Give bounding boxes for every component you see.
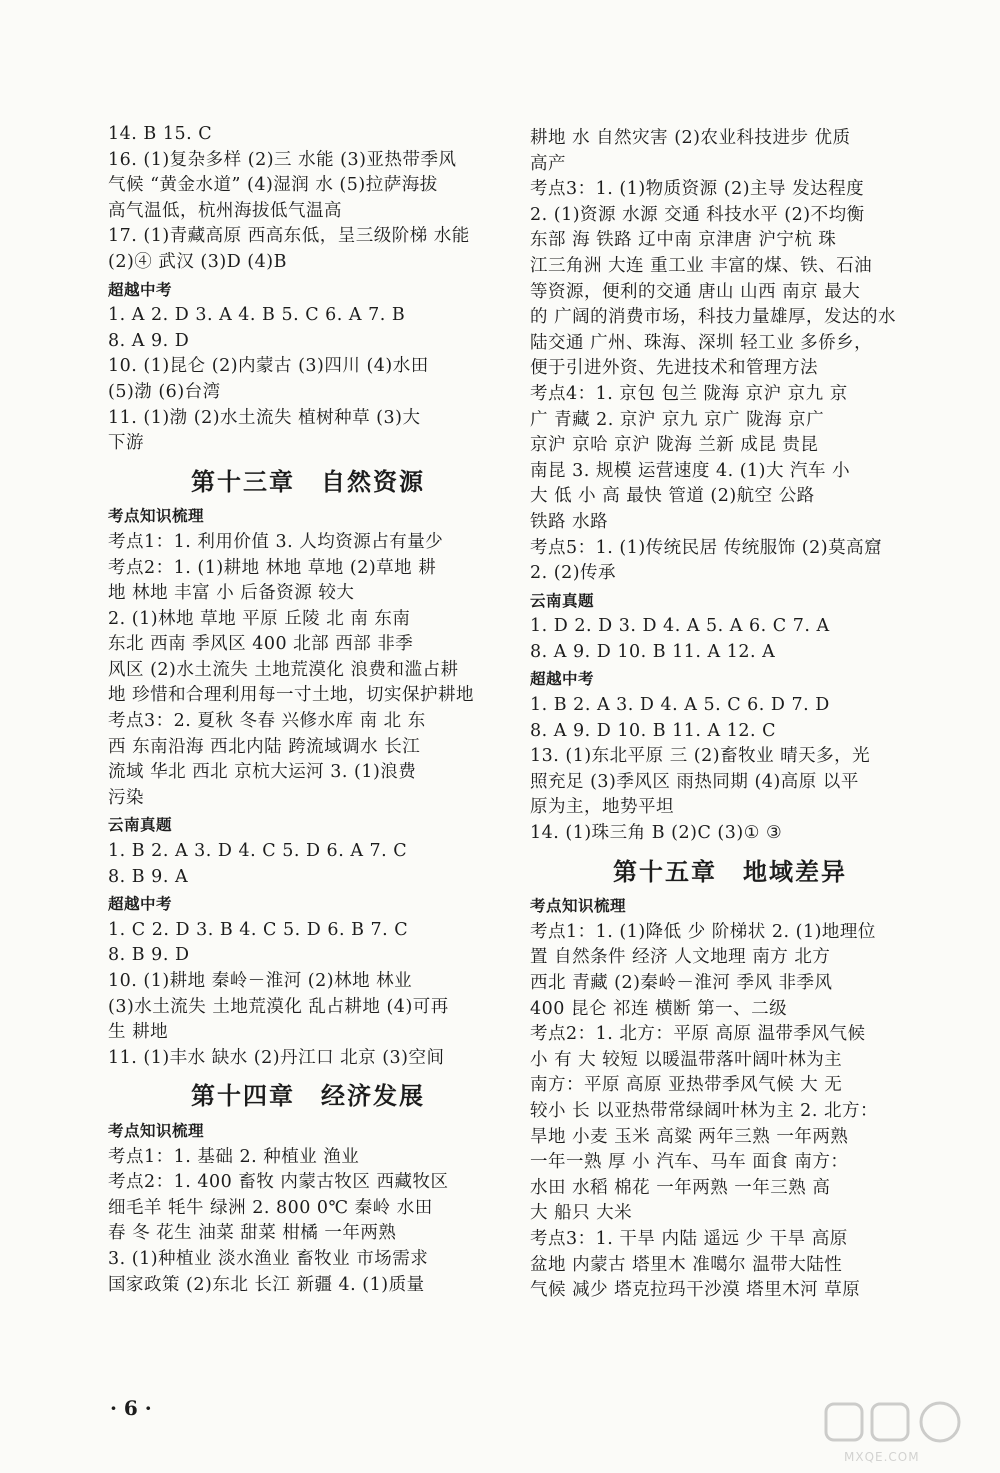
answer-line: 铁路 水路 [530,511,609,532]
answer-line: 盆地 内蒙古 塔里木 准噶尔 温带大陆性 [530,1254,843,1275]
answer-line: 10. (1)耕地 秦岭－淮河 (2)林地 林业 [108,971,413,991]
answer-line: 东部 海 铁路 辽中南 京津唐 沪宁杭 珠 [530,230,837,251]
answer-line: 考点4：1. 京包 包兰 陇海 京沪 京九 京 [530,383,848,404]
answer-line: 8. A 9. D 10. B 11. A 12. C [530,720,777,741]
answer-line: 1. B 2. A 3. D 4. C 5. D 6. A 7. C [108,841,408,862]
right-column [530,126,930,1304]
page-number: · 6 · [110,1396,152,1420]
answer-line: 地 林地 丰富 小 后备资源 较大 [108,583,355,604]
answer-line: 下游 [108,433,144,454]
answer-line: 400 昆仑 祁连 横断 第一、二级 [530,998,788,1019]
answer-line: 南昆 3. 规模 运营速度 4. (1)大 汽车 小 [530,460,851,481]
answer-line: 旱地 小麦 玉米 高粱 两年三熟 一年两熟 [530,1126,849,1147]
answer-line: 13. (1)东北平原 三 (2)畜牧业 晴天多，光 [530,746,871,767]
answer-line: 高气温低，杭州海拔低气温高 [108,200,342,221]
answer-line: 11. (1)渤 (2)水土流失 植树种草 (3)大 [108,407,421,428]
answer-line: 气候 减少 塔克拉玛干沙漠 塔里木河 草原 [530,1280,861,1301]
answer-line: 置 自然条件 经济 人文地理 南方 北方 [530,947,831,968]
answer-line: (3)水土流失 土地荒漠化 乱占耕地 (4)可再 [108,996,449,1017]
chapter-title: 第十三章 自然资源 [191,466,425,496]
answer-line: 1. C 2. D 3. B 4. C 5. D 6. B 7. C [108,919,409,940]
answer-line: 1. B 2. A 3. D 4. A 5. C 6. D 7. D [530,695,830,716]
answer-line: 江三角洲 大连 重工业 丰富的煤、铁、石油 [530,255,873,276]
section-heading: 云南真题 [530,591,595,610]
answer-line: (2)④ 武汉 (3)D (4)B [108,251,287,272]
answer-line: 考点3：1. (1)物质资源 (2)主导 发达程度 [530,179,865,200]
watermark-logo [822,1398,972,1468]
answer-line: 京沪 京哈 京沪 陇海 兰新 成昆 贵昆 [530,435,819,456]
answer-line: 考点1：1. 基础 2. 种植业 渔业 [108,1146,360,1167]
answer-line: 考点5：1. (1)传统民居 传统服饰 (2)莫高窟 [530,537,883,558]
section-heading: 考点知识梳理 [108,1121,205,1140]
answer-line: 东北 西南 季风区 400 北部 西部 非季 [108,634,414,655]
answer-line: 高产 [530,153,566,174]
answer-line: 3. (1)种植业 淡水渔业 畜牧业 市场需求 [108,1248,429,1269]
answer-line: 国家政策 (2)东北 长江 新疆 4. (1)质量 [108,1274,425,1295]
chapter-title: 第十四章 经济发展 [191,1081,425,1111]
answer-line: 考点2：1. 400 畜牧 内蒙古牧区 西藏牧区 [108,1172,449,1193]
answer-line: 考点3：1. 干旱 内陆 遥远 少 干旱 高原 [530,1228,848,1249]
answer-line: 照充足 (3)季风区 雨热同期 (4)高原 以平 [530,771,859,792]
section-heading: 考点知识梳理 [108,507,205,526]
section-heading: 云南真题 [108,816,173,835]
answer-line: 8. B 9. A [108,866,189,887]
answer-line: 16. (1)复杂多样 (2)三 水能 (3)亚热带季风 [108,149,457,170]
answer-line: 考点3：2. 夏秋 冬春 兴修水库 南 北 东 [108,711,426,732]
answer-line: 考点2：1. (1)耕地 林地 草地 (2)草地 耕 [108,557,437,578]
answer-line: 8. B 9. D [108,945,190,966]
left-column [108,122,508,1298]
answer-line: 8. A 9. D 10. B 11. A 12. A [530,641,776,662]
answer-line: 原为主，地势平坦 [530,797,674,818]
answer-line: 考点2：1. 北方：平原 高原 温带季风气候 [530,1024,866,1045]
answer-line: 2. (1)林地 草地 平原 丘陵 北 南 东南 [108,608,411,629]
answer-line: 大 低 小 高 最快 管道 (2)航空 公路 [530,486,815,507]
answer-line: 较小 长 以亚热带常绿阔叶林为主 2. 北方： [530,1100,878,1121]
answer-line: 西 东南沿海 西北内陆 跨流域调水 长江 [108,736,421,757]
answer-line: 南方：平原 高原 亚热带季风气候 大 无 [530,1075,843,1096]
answer-line: 西北 青藏 (2)秦岭－淮河 季风 非季风 [530,973,833,993]
answer-line: 地 珍惜和合理利用每一寸土地，切实保护耕地 [108,685,475,706]
answer-line: 1. A 2. D 3. A 4. B 5. C 6. A 7. B [108,305,406,326]
answer-line: 生 耕地 [108,1022,169,1043]
answer-line: 2. (1)资源 水源 交通 科技水平 (2)不均衡 [530,204,865,225]
answer-line: 8. A 9. D [108,330,190,351]
answer-line: 一年一熟 厚 小 汽车、马车 面食 南方： [530,1152,849,1173]
answer-line: 大 船只 大米 [530,1203,633,1224]
section-heading: 超越中考 [530,670,595,689]
answer-line: 流域 华北 西北 京杭大运河 3. (1)浪费 [108,762,417,783]
answer-line: (5)渤 (6)台湾 [108,381,221,402]
answer-line: 春 冬 花生 油菜 甜菜 柑橘 一年两熟 [108,1223,397,1244]
answer-line: 11. (1)丰水 缺水 (2)丹江口 北京 (3)空间 [108,1047,445,1068]
answer-line: 风区 (2)水土流失 土地荒漠化 浪费和滥占耕 [108,659,459,680]
answer-line: 10. (1)昆仑 (2)内蒙古 (3)四川 (4)水田 [108,356,429,377]
watermark-url: MXQE.COM [844,1450,920,1464]
answer-line: 细毛羊 牦牛 绿洲 2. 800 0℃ 秦岭 水田 [108,1197,433,1218]
answer-line: 2. (2)传承 [530,563,617,584]
answer-line: 17. (1)青藏高原 西高东低，呈三级阶梯 水能 [108,226,470,247]
answer-line: 气候 “黄金水道” (4)湿润 水 (5)拉萨海拔 [108,175,438,196]
answer-line: 14. (1)珠三角 B (2)C (3)① ③ [530,823,783,844]
answer-line: 考点1：1. (1)降低 少 阶梯状 2. (1)地理位 [530,921,876,942]
answer-line: 水田 水稻 棉花 一年两熟 一年三熟 高 [530,1177,831,1198]
chapter-title: 第十五章 地域差异 [613,856,847,886]
answer-line: 考点1：1. 利用价值 3. 人均资源占有量少 [108,531,444,552]
answer-line: 陆交通 广州、珠海、深圳 轻工业 多侨乡， [530,332,873,353]
answer-line: 广 青藏 2. 京沪 京九 京广 陇海 京广 [530,409,825,430]
answer-line: 污染 [108,787,144,808]
section-heading: 超越中考 [108,895,173,914]
section-heading: 考点知识梳理 [530,897,627,916]
answer-line: 1. D 2. D 3. D 4. A 5. A 6. C 7. A [530,616,830,637]
answer-line: 14. B 15. C [108,124,213,144]
section-heading: 超越中考 [108,280,173,299]
answer-line: 的 广阔的消费市场，科技力量雄厚，发达的水 [530,307,897,328]
answer-line: 便于引进外资、先进技术和管理方法 [530,358,818,379]
answer-line: 等资源，便利的交通 唐山 山西 南京 最大 [530,281,861,302]
answer-line: 耕地 水 自然灾害 (2)农业科技进步 优质 [530,128,851,148]
answer-line: 小 有 大 较短 以暖温带落叶阔叶林为主 [530,1049,843,1070]
